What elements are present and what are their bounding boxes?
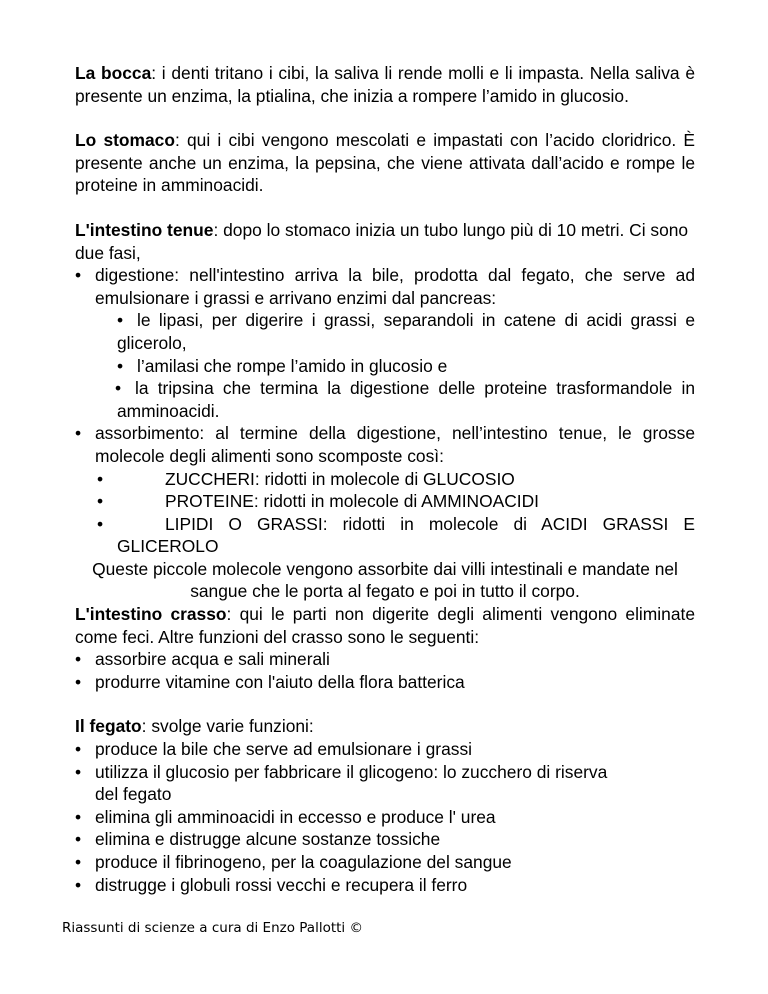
text-stomaco: : qui i cibi vengono mescolati e impastati con l’acido cloridrico. È presente anche un enzima, la pepsina, che viene attivata dall’acido e rompe le proteine in amminoacidi.: [75, 130, 695, 196]
molecule-item: [75, 490, 695, 513]
fegato-item: • utilizza il glucosio per fabbricare il glicogeno: lo zucchero di riserva del fegato: [75, 761, 695, 806]
enzyme-item: • le lipasi, per digerire i grassi, separandoli in catene di acidi grassi e glicerolo,: [75, 309, 695, 354]
heading-crasso: L'intestino crasso: [75, 604, 227, 625]
text-tenue: : dopo lo stomaco inizia un tubo lungo più di 10 metri. Ci sono due fasi,: [75, 219, 689, 263]
molecule-item: [75, 513, 695, 558]
enzyme-item: • l’amilasi che rompe l’amido in glucosio e: [75, 355, 695, 378]
section-crasso: [75, 603, 695, 648]
text-fegato: : svolge varie funzioni:: [141, 716, 314, 737]
fegato-item: • distrugge i globuli rossi vecchi e recupera il ferro: [75, 874, 695, 897]
section-bocca: [75, 62, 695, 107]
molecule-text: ZUCCHERI: ridotti in molecole di GLUCOSIO: [165, 468, 515, 489]
document-body: [75, 62, 695, 896]
molecule-item: [75, 468, 695, 491]
heading-stomaco: Lo stomaco: [75, 130, 175, 151]
bullet-assorbimento: • assorbimento: al termine della digestione, nell’intestino tenue, le grosse molecole degli alimenti sono scomposte così:: [75, 422, 695, 467]
heading-tenue: L'intestino tenue: [75, 219, 214, 240]
section-tenue: [75, 219, 695, 264]
molecule-text: PROTEINE: ridotti in molecole di AMMINOACIDI: [165, 491, 539, 512]
heading-fegato: Il fegato: [75, 716, 142, 737]
section-fegato: [75, 715, 695, 738]
enzyme-item: • la tripsina che termina la digestione delle proteine trasformandole in amminoacidi.: [75, 377, 695, 422]
text-bocca: : i denti tritano i cibi, la saliva li rende molli e li impasta. Nella saliva è presente un enzima, la ptialina, che inizia a rompere l’amido in glucosio.: [75, 63, 695, 106]
footer-credit: Riassunti di scienze a cura di Enzo Pallotti ©: [62, 920, 363, 936]
molecule-text: LIPIDI O GRASSI: ridotti in molecole di ACIDI GRASSI E GLICEROLO: [117, 513, 695, 557]
text-crasso: : qui le parti non digerite degli alimenti vengono eliminate come feci. Altre funzioni del crasso sono le seguenti:: [75, 604, 695, 647]
crasso-item: • assorbire acqua e sali minerali: [75, 648, 695, 671]
section-stomaco: [75, 129, 695, 197]
fegato-item: • elimina e distrugge alcune sostanze tossiche: [75, 828, 695, 851]
fegato-item: • elimina gli amminoacidi in eccesso e produce l' urea: [75, 806, 695, 829]
crasso-item: • produrre vitamine con l'aiuto della flora batterica: [75, 671, 695, 694]
text-conclusione: Queste piccole molecole vengono assorbite dai villi intestinali e mandate nel sangue che le porta al fegato e poi in tutto il corpo.: [92, 558, 678, 602]
fegato-item: • produce la bile che serve ad emulsionare i grassi: [75, 738, 695, 761]
fegato-item: • produce il fibrinogeno, per la coagulazione del sangue: [75, 851, 695, 874]
bullet-digestione: • digestione: nell'intestino arriva la bile, prodotta dal fegato, che serve ad emulsionare i grassi e arrivano enzimi dal pancreas:: [75, 264, 695, 309]
heading-bocca: La bocca: [75, 63, 152, 83]
